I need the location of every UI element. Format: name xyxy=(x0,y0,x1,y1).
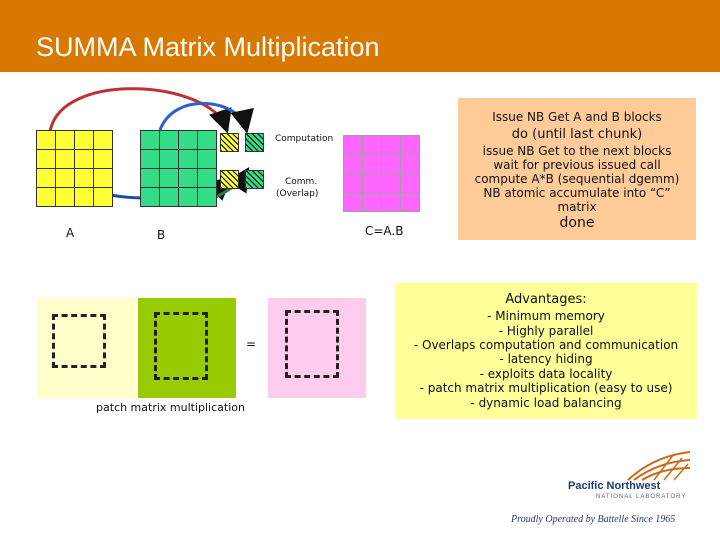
label-a: A xyxy=(66,226,75,240)
matrix-b xyxy=(140,130,217,207)
advantage-item: - latency hiding xyxy=(499,352,593,366)
algorithm-box xyxy=(458,98,696,240)
comm-block-b xyxy=(245,170,264,189)
advantages-title: Advantages: xyxy=(505,292,587,307)
patch-c-block xyxy=(285,310,339,378)
advantage-item: - patch matrix multiplication (easy to use) xyxy=(419,381,673,395)
equals-sign: = xyxy=(246,337,257,351)
arrow-b-to-compute xyxy=(160,103,246,130)
matrix-a xyxy=(36,130,113,207)
patch-a-block xyxy=(52,314,106,368)
comm-label-line2: (Overlap) xyxy=(276,189,319,199)
tagline: Proudly Operated by Battelle Since 1965 xyxy=(511,514,676,525)
patch-caption: patch matrix multiplication xyxy=(96,401,245,414)
patch-matrix-a xyxy=(37,298,135,398)
compute-block-a xyxy=(220,133,239,152)
advantage-item: - Overlaps computation and communication xyxy=(413,338,679,352)
comm-label-line1: Comm. xyxy=(285,177,318,187)
algo-line: wait for previous issued call xyxy=(493,158,661,172)
advantages-box xyxy=(395,283,697,419)
advantage-item: - Minimum memory xyxy=(487,309,605,323)
algo-line: NB atomic accumulate into “C” xyxy=(483,186,671,200)
matrix-c xyxy=(343,135,420,212)
patch-b-block xyxy=(154,312,208,380)
label-b: B xyxy=(157,228,166,242)
algo-line: done xyxy=(559,215,595,231)
patch-matrix-b xyxy=(138,298,236,398)
advantage-item: - exploits data locality xyxy=(479,367,613,381)
algo-line: do (until last chunk) xyxy=(511,127,643,142)
comm-block-a xyxy=(220,170,239,189)
arrow-a-to-compute xyxy=(50,89,226,132)
algo-line: issue NB Get to the next blocks xyxy=(482,144,672,158)
advantage-item: - Highly parallel xyxy=(498,324,594,338)
advantage-item: - dynamic load balancing xyxy=(470,396,622,410)
logo-line1: Pacific Northwest xyxy=(568,480,661,492)
algo-line: compute A*B (sequential dgemm) xyxy=(474,172,680,186)
label-c: C=A.B xyxy=(365,224,404,238)
slide-title: SUMMA Matrix Multiplication xyxy=(36,32,380,62)
algo-line: matrix xyxy=(557,200,597,214)
compute-block-b xyxy=(245,133,264,152)
logo-line2: NATIONAL LABORATORY xyxy=(596,494,687,500)
patch-matrix-c xyxy=(268,298,366,398)
computation-label: Computation xyxy=(275,134,334,144)
pnnl-emblem-icon xyxy=(624,450,694,482)
algo-line: Issue NB Get A and B blocks xyxy=(492,110,662,124)
